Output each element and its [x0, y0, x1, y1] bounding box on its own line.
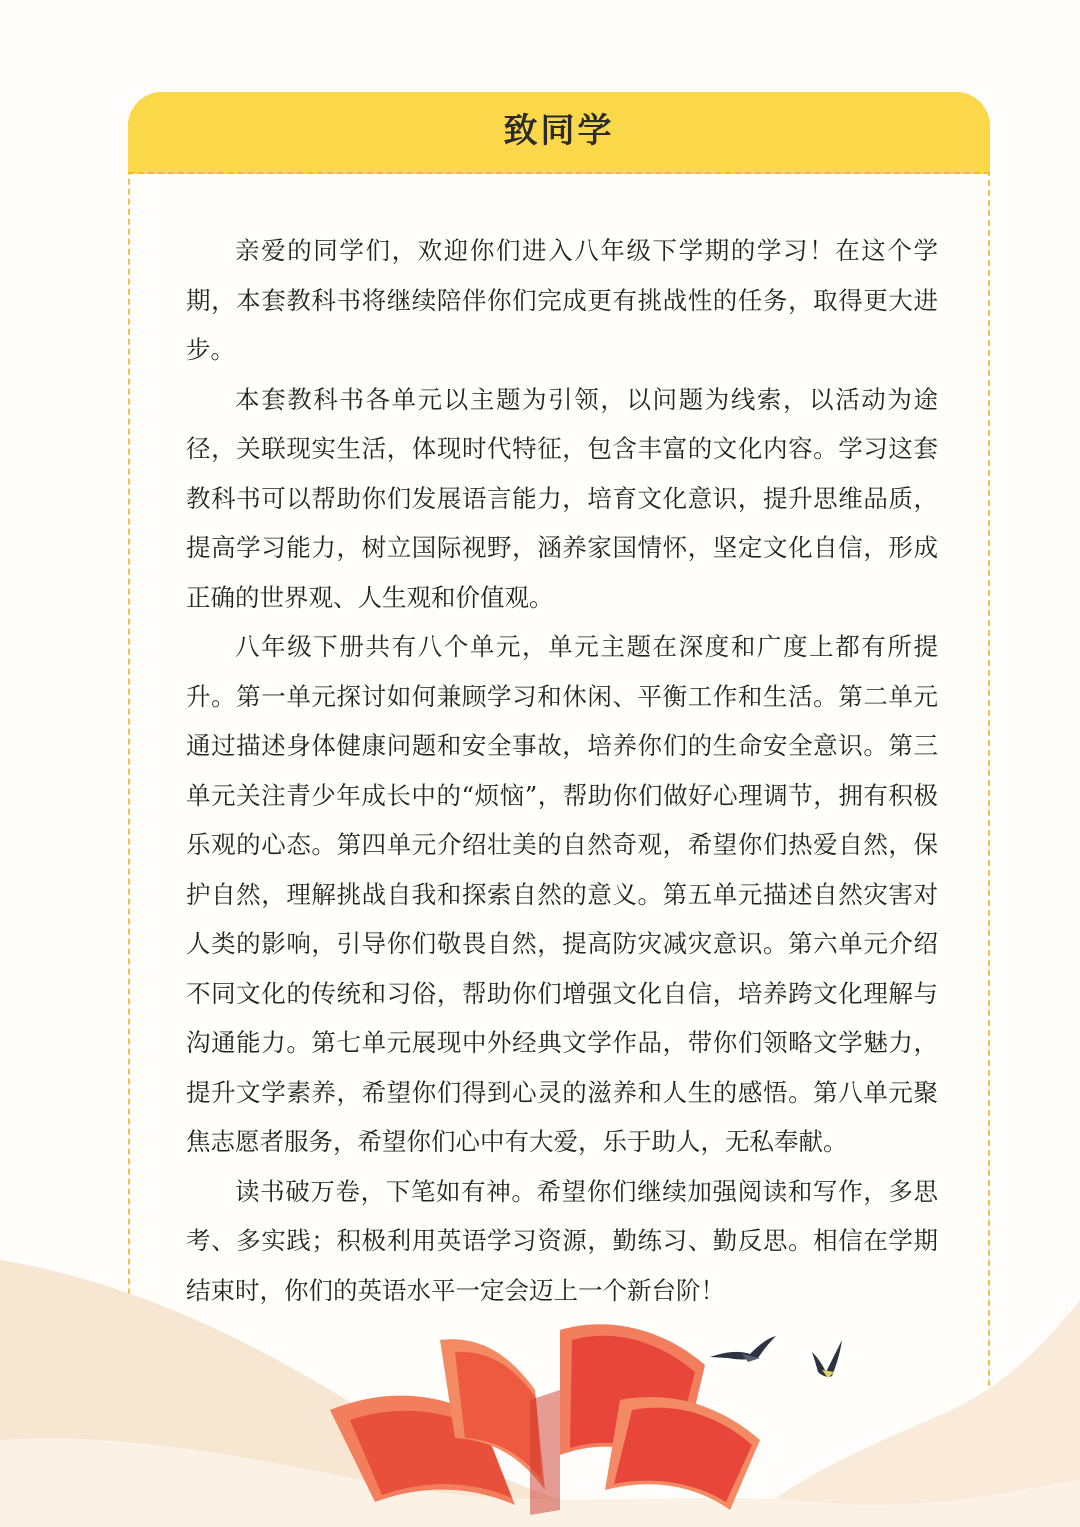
open-book-illustration	[330, 1324, 760, 1515]
bird-left-icon	[710, 1336, 776, 1362]
letter-body	[186, 226, 938, 1315]
paragraph: 读书破万卷，下笔如有神。希望你们继续加强阅读和写作，多思考、多实践；积极利用英语学习资源，勤练习、勤反思。相信在学期结束时，你们的英语水平一定会迈上一个新台阶！	[186, 1176, 938, 1305]
flying-birds-illustration	[710, 1336, 842, 1378]
page-title: 致同学	[503, 111, 615, 151]
bottom-decoration	[0, 1240, 1080, 1527]
paragraph: 亲爱的同学们，欢迎你们进入八年级下学期的学习！在这个学期，本套教科书将继续陪伴你们完成更有挑战性的任务，取得更大进步。	[186, 236, 938, 364]
title-banner	[128, 92, 990, 174]
paragraph: 本套教科书各单元以主题为引领，以问题为线索，以活动为途径，关联现实生活，体现时代特征，包含丰富的文化内容。学习这套教科书可以帮助你们发展语言能力，培育文化意识，提升思维品质，提高学习能力，树立国际视野，涵养家国情怀，坚定文化自信，形成正确的世界观、人生观和价值观。	[186, 384, 938, 612]
bird-right-icon	[812, 1340, 842, 1378]
paragraph: 八年级下册共有八个单元，单元主题在深度和广度上都有所提升。第一单元探讨如何兼顾学习和休闲、平衡工作和生活。第二单元通过描述身体健康问题和安全事故，培养你们的生命安全意识。第三单元关注青少年成长中的“烦恼”，帮助你们做好心理调节，拥有积极乐观的心态。第四单元介绍壮美的自然奇观，希望你们热爱自然，保护自然，理解挑战自我和探索自然的意义。第五单元描述自然灾害对人类的影响，引导你们敬畏自然，提高防灾减灾意识。第六单元介绍不同文化的传统和习俗，帮助你们增强文化自信，培养跨文化理解与沟通能力。第七单元展现中外经典文学作品，带你们领略文学魅力，提升文学素养，希望你们得到心灵的滋养和人生的感悟。第八单元聚焦志愿者服务，希望你们心中有大爱，乐于助人，无私奉献。	[186, 632, 938, 1156]
